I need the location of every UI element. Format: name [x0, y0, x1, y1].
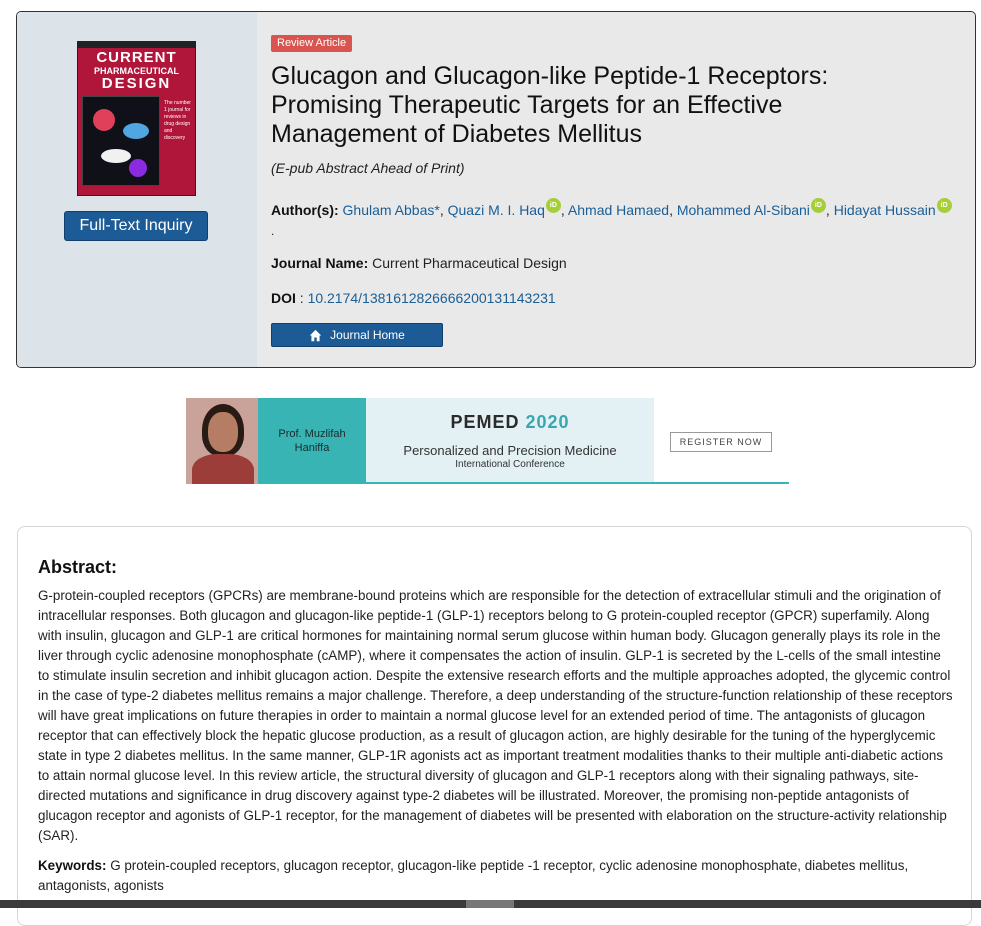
cover-tagline: The number 1 journal for reviews in drug design and discovery	[164, 100, 191, 141]
journal-home-label: Journal Home	[330, 328, 405, 342]
cover-top-band	[78, 42, 195, 48]
orcid-icon[interactable]: iD	[937, 198, 952, 213]
conference-banner[interactable]	[186, 398, 789, 486]
event-subtitle: Personalized and Precision Medicine	[403, 443, 617, 458]
doi-separator: :	[295, 290, 308, 306]
review-article-badge: Review Article	[271, 35, 352, 52]
register-now-button[interactable]: REGISTER NOW	[670, 432, 772, 452]
cover-title-line1: CURRENT	[96, 49, 177, 66]
keywords-row	[38, 856, 953, 896]
authors-line: Author(s): Ghulam Abbas*, Quazi M. I. Haq iD , Ahmad Hamaed, Mohammed Al-Sibani iD , Hidayat Hussain iD	[271, 198, 971, 220]
cover-title-line2: PHARMACEUTICAL	[94, 66, 179, 76]
speaker-name: Prof. Muzlifah Haniffa	[278, 428, 346, 454]
doi-link[interactable]: 10.2174/1381612826666200131143231	[307, 290, 556, 306]
journal-name-label: Journal Name:	[271, 255, 369, 271]
orcid-icon[interactable]: iD	[546, 198, 561, 213]
authors-end: .	[271, 224, 275, 238]
home-icon	[309, 329, 322, 342]
article-info	[271, 12, 975, 367]
event-title	[366, 412, 654, 433]
author-link[interactable]: Quazi M. I. Haq	[447, 202, 545, 218]
cover-artwork	[82, 96, 160, 186]
authors-label: Author(s):	[271, 202, 339, 218]
cover-title-line3: DESIGN	[101, 75, 172, 92]
journal-home-button[interactable]	[271, 323, 443, 347]
abstract-text: G-protein-coupled receptors (GPCRs) are membrane-bound proteins which are responsible for the detection of extracellular stimuli and the origination of intracellular responses. Both glucagon and glucagon-like peptide-1 (GLP-1) receptors belong to G protein-coupled receptor (GPCR) superfamily. Along with insulin, glucagon and GLP-1 are critical hormones for maintaining normal serum glucose within human body. Glucagon generally plays its role in the liver through cyclic adenosine monophosphate (cAMP), where it compensates the action of insulin. GLP-1 is secreted by the L-cells of the small intestine to stimulate insulin secretion and inhibit glucagon action. Despite the extensive research efforts and the multiple approaches adopted, the glycemic control in the case of type-2 diabetes mellitus remains a major challenge. Therefore, a deep understanding of the structure-function relationship of these receptors will have great implications on future therapies in order to maintain a normal glucose level for an extended period of time. The antagonists of glucagon receptor that can effectively block the hepatic glucose production, as a result of glucagon action, are highly desirable for the tuning of the hyperglycemic state in type 2 diabetes mellitus. In the same manner, GLP-1R agonists act as important treatment modalities thanks to their multiple anti-diabetic actions to attain normal glucose level. In this review article, the structural diversity of glucagon and GLP-1 receptors along with their signaling pathways, site-directed mutations and significance in drug discovery against type-2 diabetes will be illustrated. Moreover, the promising non-peptide antagonists of glucagon receptor and agonists of GLP-1 receptor, for the management of diabetes will be presented with elaboration on the structure-activity relationship (SAR).	[38, 588, 953, 843]
author-link[interactable]: Ahmad Hamaed	[567, 202, 670, 218]
speaker-photo	[186, 398, 258, 484]
horizontal-scrollbar[interactable]	[0, 900, 981, 908]
event-year: 2020	[525, 412, 570, 432]
event-name: PEMED	[450, 412, 520, 432]
journal-name-row	[271, 255, 567, 271]
abstract-heading: Abstract:	[38, 557, 118, 577]
author-link[interactable]: Ghulam Abbas*	[342, 202, 440, 218]
banner-stripe	[258, 482, 789, 484]
epub-note: (E-pub Abstract Ahead of Print)	[271, 160, 465, 176]
orcid-icon[interactable]: iD	[811, 198, 826, 213]
abstract-card	[17, 526, 972, 926]
keywords-label: Keywords:	[38, 858, 107, 873]
author-link[interactable]: Hidayat Hussain	[833, 202, 936, 218]
full-text-inquiry-button[interactable]: Full-Text Inquiry	[64, 211, 208, 241]
scrollbar-thumb[interactable]	[466, 900, 514, 908]
article-header-card	[16, 11, 976, 368]
cover-column	[17, 12, 257, 367]
doi-label: DOI	[271, 290, 296, 306]
speaker-panel	[258, 398, 366, 484]
author-link[interactable]: Mohammed Al-Sibani	[676, 202, 810, 218]
keywords-value: G protein-coupled receptors, glucagon receptor, glucagon-like peptide -1 receptor, cyclic adenosine monophosphate, diabetes mellitus, antagonists, agonists	[38, 858, 909, 893]
journal-cover-image[interactable]	[77, 41, 196, 196]
doi-row	[271, 290, 556, 306]
event-panel	[366, 398, 654, 484]
event-subtitle-2: International Conference	[455, 459, 565, 470]
article-title: Glucagon and Glucagon-like Peptide-1 Receptors: Promising Therapeutic Targets for an Effective Management of Diabetes Mellitus	[271, 62, 829, 148]
journal-name-value: Current Pharmaceutical Design	[372, 255, 567, 271]
